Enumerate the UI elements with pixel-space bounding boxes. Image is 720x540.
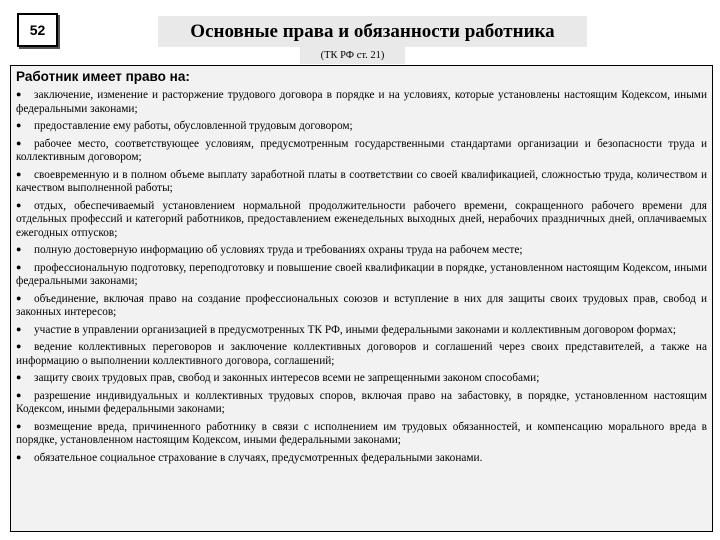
list-item-text: возмещение вреда, причиненного работнику в связи с исполнением им трудовых обязанностей, и компенсацию морального вреда в порядке, установленном настоящим Кодексом, иными федеральными законами; <box>16 420 707 446</box>
list-item-text: защиту своих трудовых прав, свобод и законных интересов всеми не запрещенными законом способами; <box>34 372 540 384</box>
bullet-icon: ● <box>16 244 22 254</box>
list-item-text: разрешение индивидуальных и коллективных трудовых споров, включая право на забастовку, в порядке, установленном настоящим Кодексом, иными федеральными законами; <box>16 389 707 415</box>
list-item <box>16 323 707 338</box>
bullet-icon: ● <box>16 389 22 400</box>
rights-list <box>16 88 707 465</box>
list-item <box>16 261 707 289</box>
list-item <box>16 243 707 258</box>
list-item <box>16 420 707 448</box>
bullet-icon: ● <box>16 137 22 148</box>
bullet-icon: ● <box>16 120 22 130</box>
list-item-text: объединение, включая право на создание профессиональных союзов и вступление в них для защиты своих трудовых прав, свобод и законных интересов; <box>16 292 707 318</box>
list-item-text: профессиональную подготовку, переподготовку и повышение своей квалификации в порядке, установленном настоящим Кодексом, иными федеральными законами; <box>16 261 707 287</box>
list-item <box>16 340 707 368</box>
list-item <box>16 389 707 417</box>
rights-heading: Работник имеет право на: <box>16 69 190 84</box>
list-item <box>16 199 707 241</box>
list-item-text: отдых, обеспечиваемый установлением нормальной продолжительности рабочего времени, сокращенного рабочего времени для отдельных профессий и категорий работников, предоставлением еженедельных выходных дней, нерабочих праздничных дней, оплачиваемых ежегодных отпусков; <box>16 199 707 239</box>
bullet-icon: ● <box>16 168 22 179</box>
list-item-text: полную достоверную информацию об условиях труда и требованиях охраны труда на рабочем месте; <box>34 244 523 256</box>
page-subtitle: (ТК РФ ст. 21) <box>300 46 405 64</box>
bullet-icon: ● <box>16 420 22 431</box>
list-item <box>16 88 707 116</box>
bullet-icon: ● <box>16 372 22 382</box>
list-item <box>16 292 707 320</box>
bullet-icon: ● <box>16 261 22 272</box>
bullet-icon: ● <box>16 451 22 462</box>
list-item <box>16 168 707 196</box>
page-title: Основные права и обязанности работника <box>158 16 587 47</box>
list-item-text: предоставление ему работы, обусловленной трудовым договором; <box>34 120 353 132</box>
list-item <box>16 119 707 134</box>
list-item <box>16 137 707 165</box>
list-item-text: заключение, изменение и расторжение трудового договора в порядке и на условиях, которые установлены настоящим Кодексом, иными федеральными законами; <box>16 89 707 115</box>
bullet-icon: ● <box>16 89 22 99</box>
bullet-icon: ● <box>16 292 22 303</box>
bullet-icon: ● <box>16 341 22 351</box>
rights-panel <box>10 65 713 532</box>
list-item-text: своевременную и в полном объеме выплату заработной платы в соответствии со своей квалификацией, сложностью труда, количеством и качеством выполненной работы; <box>16 168 707 194</box>
bullet-icon: ● <box>16 323 22 334</box>
list-item-text: участие в управлении организацией в предусмотренных ТК РФ, иными федеральными законами и коллективным договором формах; <box>34 323 677 336</box>
list-item <box>16 451 707 466</box>
list-item-text: ведение коллективных переговоров и заключение коллективных договоров и соглашений через своих представителей, а также на информацию о выполнении коллективного договора, соглашений; <box>16 341 707 367</box>
page-number-badge: 52 <box>17 13 58 47</box>
list-item-text: рабочее место, соответствующее условиям, предусмотренным государственными стандартами организации и безопасности труда и коллективным договором; <box>16 137 707 163</box>
list-item-text: обязательное социальное страхование в случаях, предусмотренных федеральными законами. <box>34 451 483 464</box>
bullet-icon: ● <box>16 199 22 210</box>
list-item <box>16 371 707 386</box>
